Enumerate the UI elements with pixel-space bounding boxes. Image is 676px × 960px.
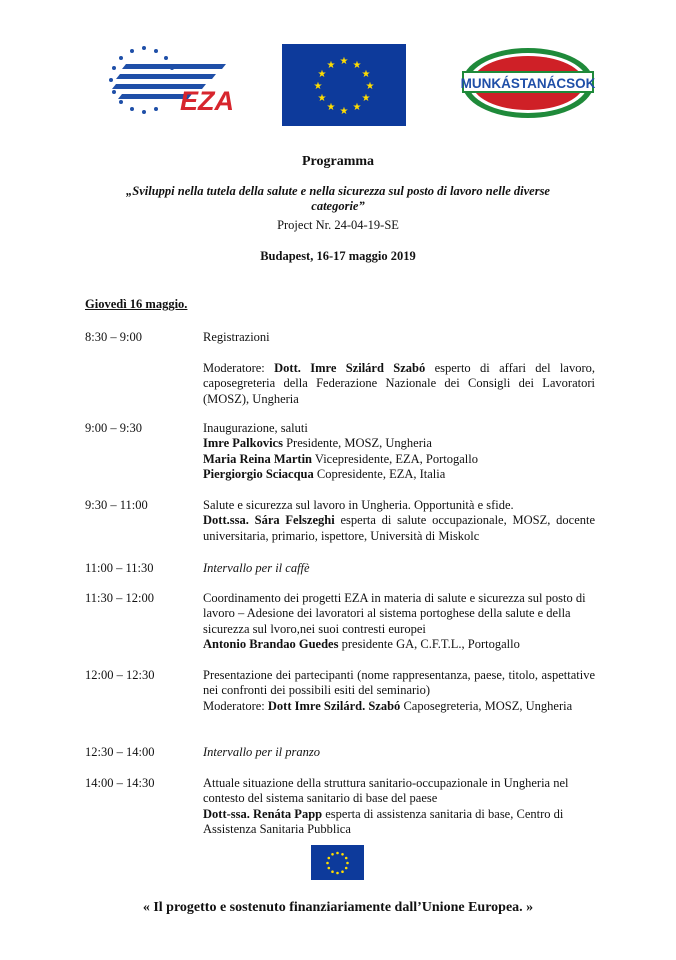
- svg-text:★: ★: [326, 60, 336, 71]
- munkastanacsok-logo-text: MUNKÁSTANÁCSOK: [460, 76, 596, 91]
- slot-text: Intervallo per il pranzo: [203, 745, 321, 759]
- svg-text:★: ★: [317, 69, 327, 80]
- slot-text: Attuale situazione della struttura sanitario-occupazionale in Ungheria nel contesto del sistema sanitario di base del paese Dott-ssa. Renáta Papp esperta di assistenza sanitaria di base, Centro di Assistenza Sanitaria Pubblica: [203, 776, 569, 837]
- slot-text: Intervallo per il caffè: [203, 561, 310, 575]
- eu-flag-icon: [282, 44, 406, 126]
- svg-text:★: ★: [365, 81, 375, 92]
- munkastanacsok-logo: [459, 46, 597, 120]
- svg-text:★: ★: [339, 106, 349, 117]
- slot-text: Salute e sicurezza sul lavoro in Ungheria. Opportunità e sfide. Dott.ssa. Sára Felszeghi esperta di salute occupazionale, MOSZ, docente universitaria, primario, ispettore, Università di Miskolc: [203, 498, 596, 543]
- eu-flag-small-icon: [311, 845, 364, 880]
- slot-time: 9:30 – 11:00: [85, 498, 148, 512]
- slot-text: Inaugurazione, saluti Imre Palkovics Presidente, MOSZ, Ungheria Maria Reina Martin Vicepresidente, EZA, Portogallo Piergiorgio Sciacqua Copresidente, EZA, Italia: [203, 421, 479, 482]
- slot-text: Registrazioni: [203, 330, 270, 344]
- svg-text:★: ★: [326, 102, 336, 113]
- svg-text:★: ★: [339, 56, 349, 67]
- eza-logo-text: EZA: [180, 86, 234, 116]
- slot-time: 9:00 – 9:30: [85, 421, 142, 435]
- svg-text:★: ★: [352, 60, 362, 71]
- slot-text: Presentazione dei partecipanti (nome rappresentanza, paese, titolo, aspettative nei confronti dei possibili esiti del seminario) Moderatore: Dott Imre Szilárd. Szabó Caposegreteria, MOSZ, Ungheria: [203, 668, 595, 713]
- eza-logo: [96, 44, 246, 116]
- place-date: Budapest, 16-17 maggio 2019: [260, 249, 416, 263]
- moderator-text: Moderatore: Dott. Imre Szilárd Szabó esperto di affari del lavoro, caposegreteria della Federazione Nazionale dei Consigli dei Lavoratori (MOSZ), Ungheria: [203, 361, 595, 406]
- page-title: Programma: [301, 154, 375, 169]
- svg-text:★: ★: [313, 81, 323, 92]
- event-subtitle: „Sviluppi nella tutela della salute e nella sicurezza sul posto di lavoro nelle diverse categorie”: [126, 184, 550, 213]
- slot-time: 8:30 – 9:00: [85, 330, 142, 344]
- svg-text:★: ★: [361, 69, 371, 80]
- svg-text:★: ★: [317, 93, 327, 104]
- svg-text:★: ★: [352, 102, 362, 113]
- svg-text:★: ★: [361, 93, 371, 104]
- slot-text: Coordinamento dei progetti EZA in materia di salute e sicurezza sul posto di lavoro – Adesione dei lavoratori al sistema portoghese della salute e della sicurezza sul lvoro,nei suoi contresti europei Antonio Brandao Guedes presidente GA, C.F.T.L., Portogallo: [203, 591, 586, 652]
- day-heading: Giovedì 16 maggio.: [85, 297, 188, 311]
- slot-time: 11:30 – 12:00: [85, 591, 154, 605]
- slot-time: 12:30 – 14:00: [85, 745, 155, 759]
- slot-time: 14:00 – 14:30: [85, 776, 155, 790]
- funding-note: « Il progetto e sostenuto finanziariamente dall’Unione Europea. »: [142, 900, 534, 915]
- project-number: Project Nr. 24-04-19-SE: [277, 218, 399, 232]
- slot-time: 11:00 – 11:30: [85, 561, 154, 575]
- slot-time: 12:00 – 12:30: [85, 668, 155, 682]
